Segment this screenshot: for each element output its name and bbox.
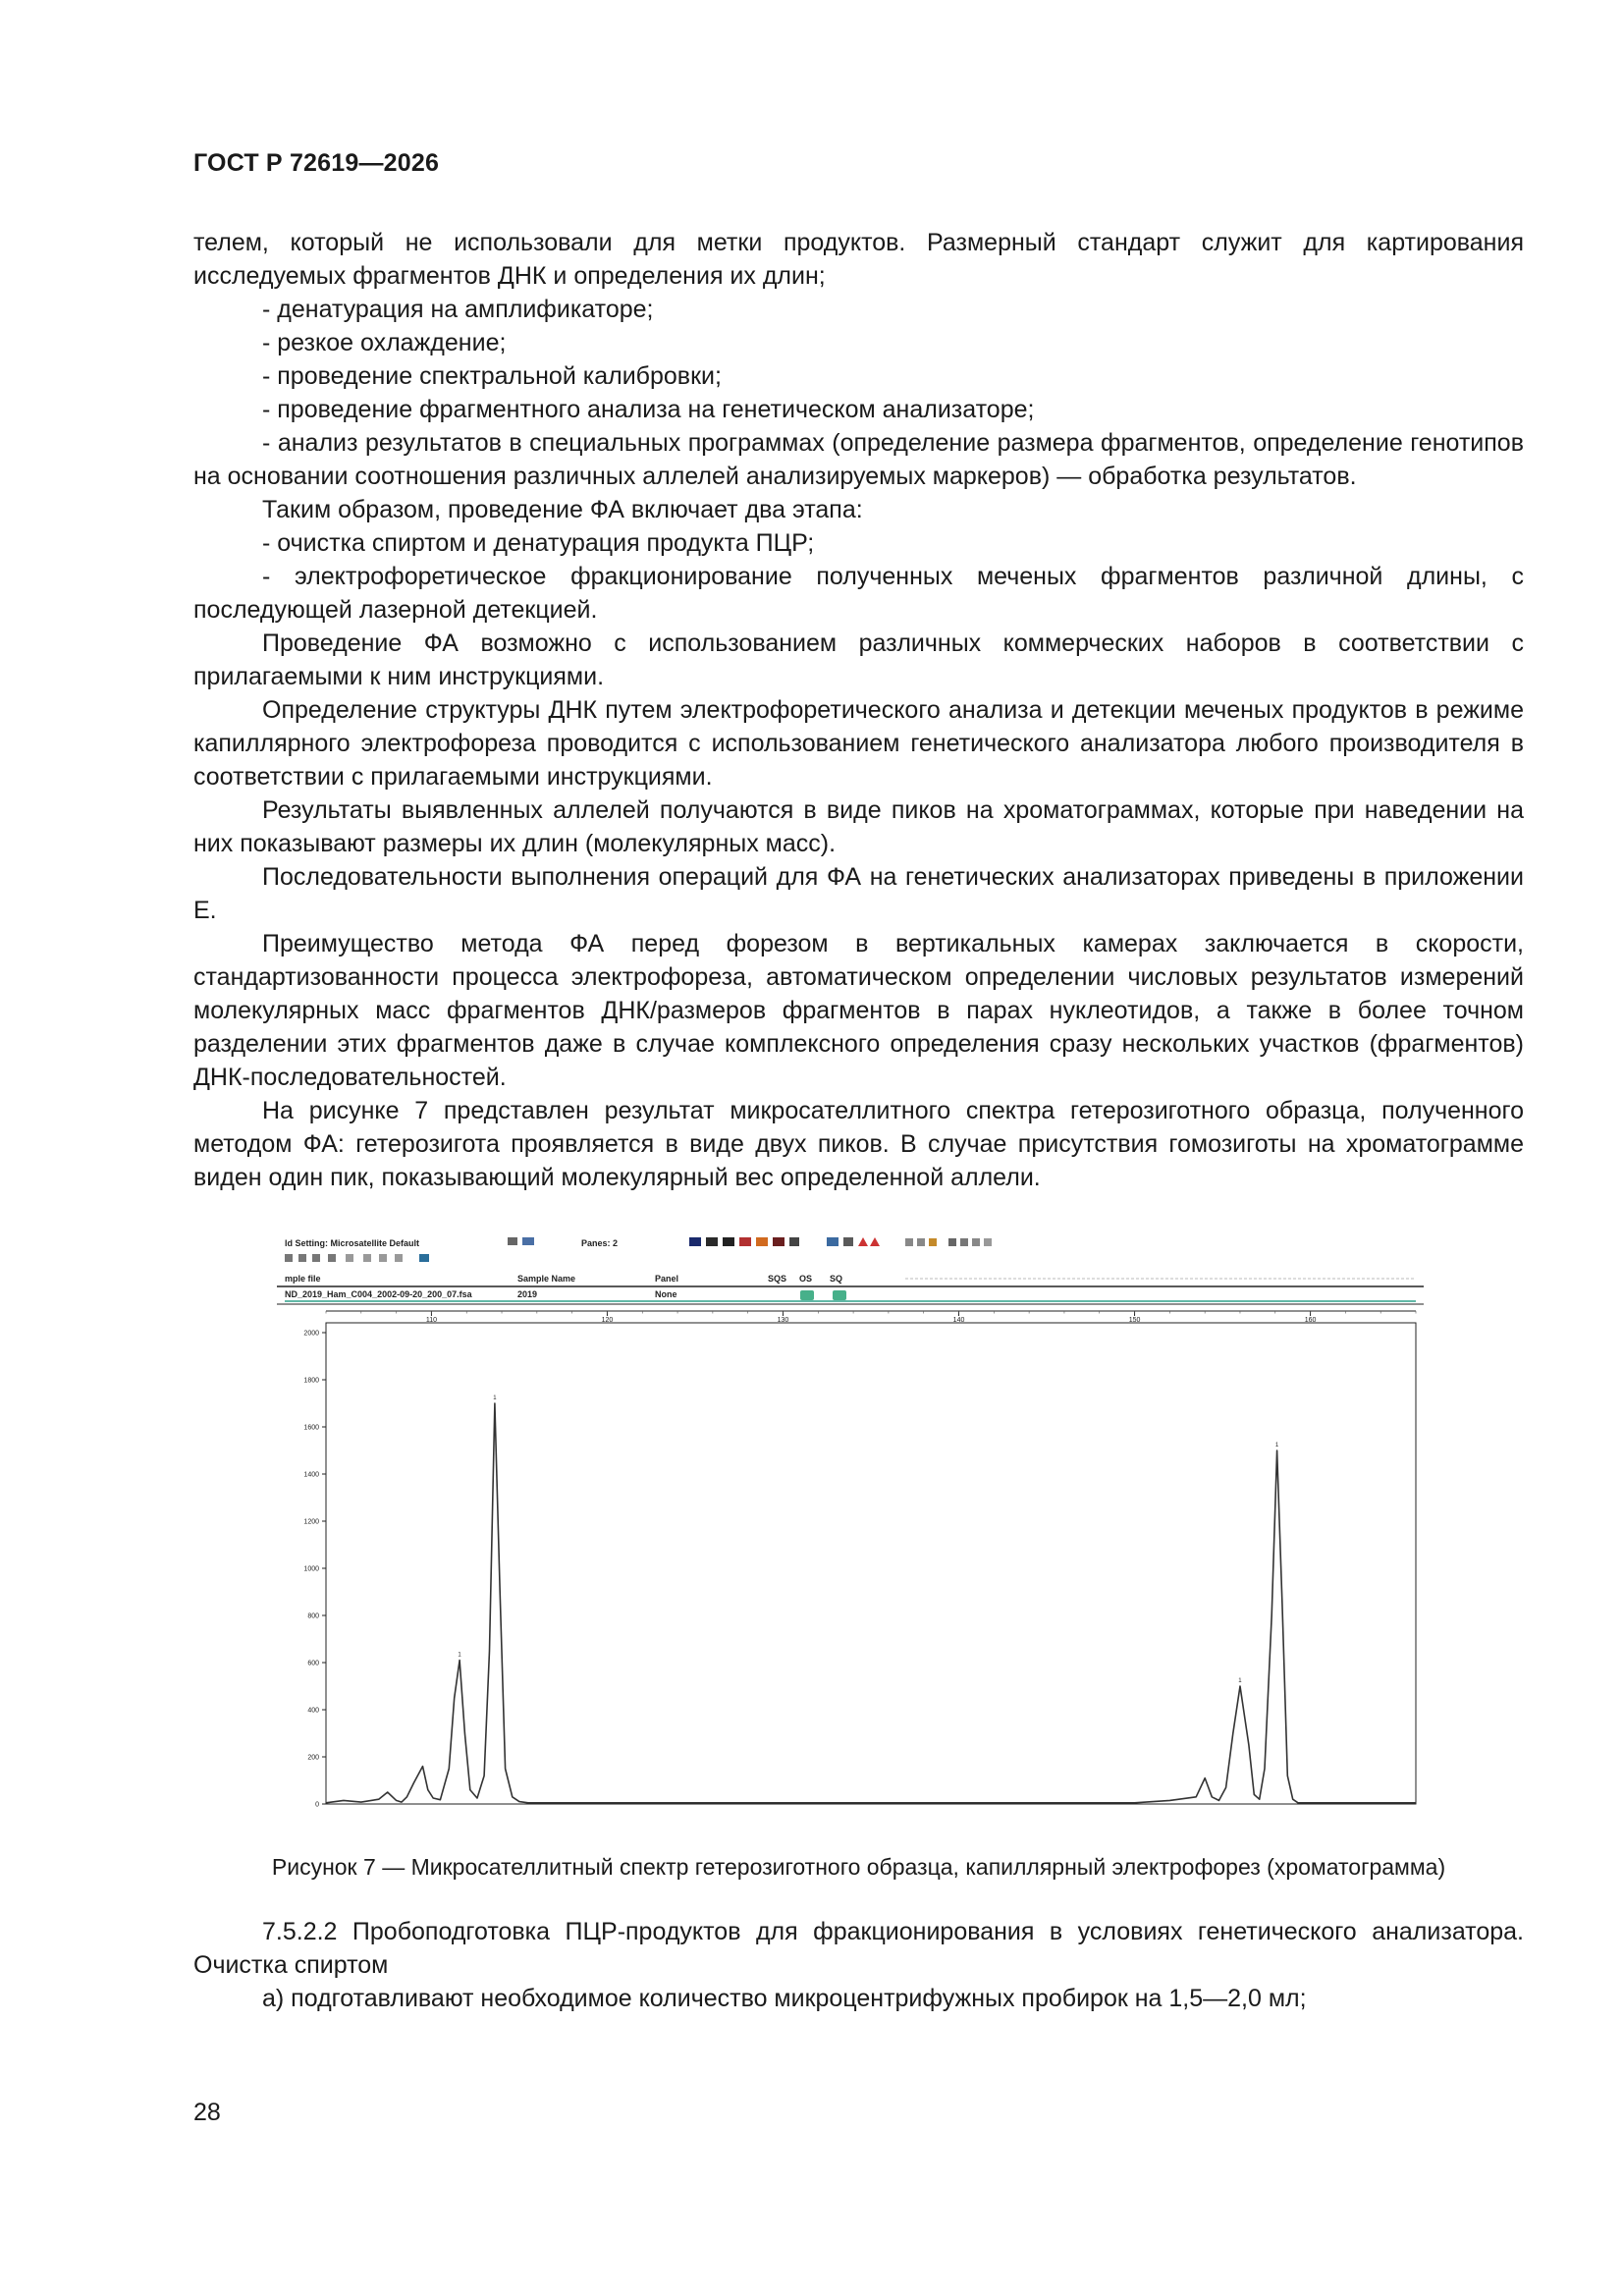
toolbar-icon[interactable] bbox=[508, 1237, 517, 1245]
peak-marker-icon[interactable] bbox=[870, 1237, 880, 1246]
table-view-icon[interactable] bbox=[827, 1237, 839, 1246]
grid-view-icon[interactable] bbox=[843, 1237, 853, 1246]
x-tick-label: 130 bbox=[777, 1317, 789, 1324]
paragraph: На рисунке 7 представлен результат микросателлитного спектра гетерозиготного образца, полученного методом ФА: гетерозигота проявляется в виде двух пиков. В случае присутствия гомозиготы на хроматограмме виден один пик, показывающий молекулярный вес определенной аллели. bbox=[193, 1097, 1524, 1191]
y-tick-label: 1200 bbox=[303, 1518, 319, 1526]
toolbar-icon[interactable] bbox=[972, 1238, 980, 1246]
page-number: 28 bbox=[193, 2099, 221, 2126]
dye-dark-icon[interactable] bbox=[723, 1237, 734, 1246]
peak-label: 1 bbox=[493, 1395, 497, 1401]
y-tick-label: 0 bbox=[315, 1801, 319, 1809]
chromatogram-figure bbox=[277, 1232, 1424, 1822]
quality-badge bbox=[833, 1290, 846, 1300]
y-tick-label: 2000 bbox=[303, 1330, 319, 1338]
body-text bbox=[193, 226, 1524, 1194]
sample-name[interactable]: 2019 bbox=[517, 1289, 538, 1299]
y-tick-label: 200 bbox=[307, 1754, 319, 1762]
paragraph: а) подготавливают необходимое количество микроцентрифужных пробирок на 1,5—2,0 мл; bbox=[262, 1985, 1307, 2012]
toolbar-icon[interactable] bbox=[395, 1254, 403, 1262]
toolbar-icon[interactable] bbox=[917, 1238, 925, 1246]
dye-red-icon[interactable] bbox=[739, 1237, 751, 1246]
x-tick-label: 150 bbox=[1128, 1317, 1141, 1324]
dye-blue-icon[interactable] bbox=[689, 1237, 701, 1246]
sample-panel[interactable]: None bbox=[655, 1289, 677, 1299]
y-tick-label: 800 bbox=[307, 1613, 319, 1620]
x-tick-label: 120 bbox=[601, 1317, 614, 1324]
list-item: - очистка спиртом и денатурация продукта ПЦР; bbox=[262, 529, 815, 557]
list-item: - денатурация на амплификаторе; bbox=[262, 296, 654, 323]
quality-badge bbox=[800, 1290, 814, 1300]
figure-caption: Рисунок 7 — Микросателлитный спектр гетерозиготного образца, капиллярный электрофорез (хроматограмма) bbox=[271, 1854, 1446, 1880]
y-tick-label: 1400 bbox=[303, 1471, 319, 1479]
chromatogram-trace bbox=[326, 1403, 1416, 1803]
peak-marker-icon[interactable] bbox=[858, 1237, 868, 1246]
document-standard-header: ГОСТ Р 72619—2026 bbox=[193, 149, 440, 177]
toolbar-icon[interactable] bbox=[905, 1238, 913, 1246]
peak-label: 1 bbox=[458, 1652, 461, 1659]
list-item: - анализ результатов в специальных программах (определение размера фрагментов, определение генотипов на основании соотношения различных аллелей анализируемых маркеров) — обработка результатов. bbox=[193, 429, 1524, 490]
toolbar-icon[interactable] bbox=[346, 1254, 353, 1262]
paragraph: Преимущество метода ФА перед форезом в вертикальных камерах заключается в скорости, стандартизованности процесса электрофореза, автоматическом определении числовых результатов измерений молекулярных масс фрагментов ДНК/размеров фрагментов в парах нуклеотидов, а также в более точном разделении этих фрагментов даже в случае комплексного определения сразу нескольких участков (фрагментов) ДНК-последовательностей. bbox=[193, 930, 1524, 1091]
paragraph: телем, который не использовали для метки продуктов. Размерный стандарт служит для картирования исследуемых фрагментов ДНК и определения их длин; bbox=[193, 229, 1524, 290]
toolbar-icon[interactable] bbox=[419, 1254, 429, 1262]
y-tick-label: 400 bbox=[307, 1707, 319, 1715]
peak-label: 1 bbox=[1238, 1678, 1242, 1684]
section-text bbox=[193, 1915, 1524, 2015]
color-swatches bbox=[689, 1237, 880, 1246]
toolbar-icon[interactable] bbox=[312, 1254, 320, 1262]
toolbar-icon[interactable] bbox=[929, 1238, 937, 1246]
plot-frame bbox=[326, 1323, 1416, 1804]
paragraph: Определение структуры ДНК путем электрофоретического анализа и детекции меченых продуктов в режиме капиллярного электрофореза проводится с использованием генетического анализатора любого производителя в соответствии с прилагаемыми инструкциями. bbox=[193, 696, 1524, 791]
toolbar-icon[interactable] bbox=[984, 1238, 992, 1246]
x-tick-label: 110 bbox=[425, 1317, 438, 1324]
toolbar-icon[interactable] bbox=[948, 1238, 956, 1246]
y-tick-label: 1600 bbox=[303, 1424, 319, 1432]
toolbar-icon[interactable] bbox=[960, 1238, 968, 1246]
toolbar-icon[interactable] bbox=[363, 1254, 371, 1262]
paragraph: Таким образом, проведение ФА включает два этапа: bbox=[262, 496, 863, 523]
setting-label: ld Setting: Microsatellite Default bbox=[285, 1238, 420, 1248]
column-header-file: mple file bbox=[285, 1274, 321, 1284]
sample-file[interactable]: ND_2019_Ham_C004_2002-09-20_200_07.fsa bbox=[285, 1289, 472, 1299]
toolbar-icon[interactable] bbox=[522, 1237, 534, 1245]
list-item: - электрофоретическое фракционирование полученных меченых фрагментов различной длины, с последующей лазерной детекцией. bbox=[193, 563, 1524, 624]
column-header-panel: Panel bbox=[655, 1274, 679, 1284]
paragraph: Проведение ФА возможно с использованием различных коммерческих наборов в соответствии с прилагаемыми к ним инструкциями. bbox=[193, 629, 1524, 690]
y-tick-label: 1000 bbox=[303, 1565, 319, 1573]
toolbar-icons-right bbox=[905, 1238, 992, 1246]
list-item: - проведение спектральной калибровки; bbox=[262, 362, 722, 390]
x-tick-label: 160 bbox=[1304, 1317, 1317, 1324]
column-header-sq: SQ bbox=[830, 1274, 843, 1284]
y-tick-label: 600 bbox=[307, 1660, 319, 1667]
paragraph: Последовательности выполнения операций для ФА на генетических анализаторах приведены в приложении Е. bbox=[193, 863, 1524, 924]
toolbar-icons bbox=[508, 1237, 534, 1245]
dye-black-icon[interactable] bbox=[706, 1237, 718, 1246]
x-tick-label: 140 bbox=[952, 1317, 965, 1324]
peak-label: 1 bbox=[1274, 1443, 1279, 1449]
dye-maroon-icon[interactable] bbox=[773, 1237, 784, 1246]
dye-orange-icon[interactable] bbox=[756, 1237, 768, 1246]
chromatogram-plot bbox=[303, 1311, 1416, 1809]
chromatogram-svg bbox=[277, 1232, 1424, 1822]
toolbar-icon[interactable] bbox=[285, 1254, 293, 1262]
y-tick-label: 1800 bbox=[303, 1377, 319, 1385]
dye-gray-icon[interactable] bbox=[789, 1237, 799, 1246]
paragraph: Результаты выявленных аллелей получаются в виде пиков на хроматограммах, которые при наведении на них показывают размеры их длин (молекулярных масс). bbox=[193, 796, 1524, 857]
toolbar-icon[interactable] bbox=[298, 1254, 306, 1262]
panes-label: Panes: 2 bbox=[581, 1238, 619, 1248]
column-header-sample-name: Sample Name bbox=[517, 1274, 576, 1284]
toolbar-icons-left bbox=[285, 1254, 429, 1262]
column-header-sqs: SQS bbox=[768, 1274, 787, 1284]
list-item: - проведение фрагментного анализа на генетическом анализаторе; bbox=[262, 396, 1035, 423]
toolbar-icon[interactable] bbox=[379, 1254, 387, 1262]
section-heading: 7.5.2.2 Пробоподготовка ПЦР-продуктов для фракционирования в условиях генетического анализатора. Очистка спиртом bbox=[193, 1918, 1524, 1979]
list-item: - резкое охлаждение; bbox=[262, 329, 507, 356]
column-header-os: OS bbox=[799, 1274, 813, 1284]
toolbar-icon[interactable] bbox=[328, 1254, 336, 1262]
